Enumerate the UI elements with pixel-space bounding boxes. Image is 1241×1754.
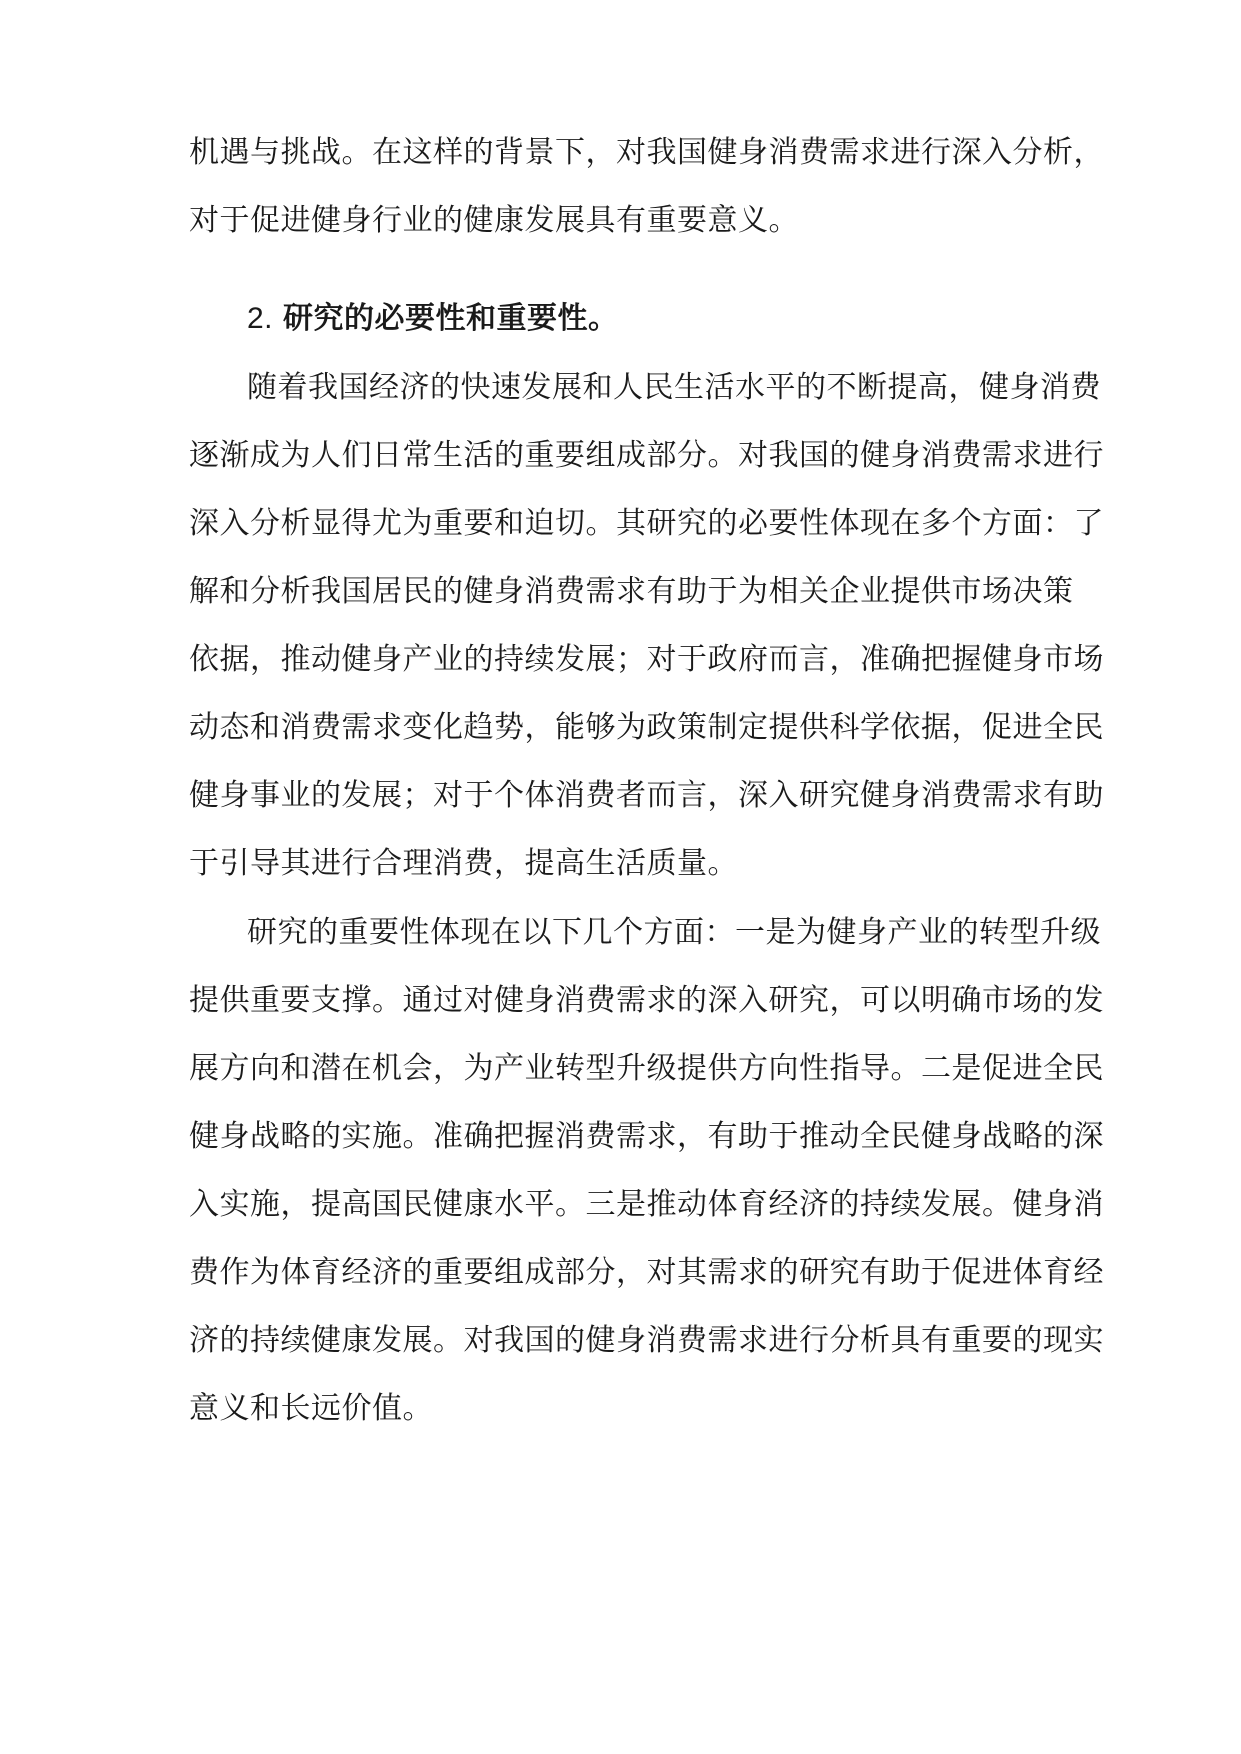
paragraph1-line-6: 动态和消费需求变化趋势，能够为政策制定提供科学依据，促进全民: [189, 710, 1104, 745]
paragraph2-line-5: 入实施，提高国民健康水平。三是推动体育经济的持续发展。健身消: [189, 1187, 1104, 1222]
paragraph2-line-4: 健身战略的实施。准确把握消费需求，有助于推动全民健身战略的深: [189, 1119, 1104, 1154]
paragraph2-line-6: 费作为体育经济的重要组成部分，对其需求的研究有助于促进体育经: [189, 1255, 1104, 1290]
section-title: 研究的必要性和重要性。: [283, 301, 619, 336]
paragraph1-line-1: 随着我国经济的快速发展和人民生活水平的不断提高，健身消费: [247, 370, 1101, 405]
paragraph1-line-7: 健身事业的发展；对于个体消费者而言，深入研究健身消费需求有助: [189, 778, 1104, 813]
section-heading: [247, 299, 1127, 339]
paragraph2-line-2: 提供重要支撑。通过对健身消费需求的深入研究，可以明确市场的发: [189, 983, 1104, 1018]
paragraph1-line-3: 深入分析显得尤为重要和迫切。其研究的必要性体现在多个方面：了: [189, 506, 1104, 541]
paragraph2-line-8: 意义和长远价值。: [189, 1391, 433, 1426]
intro-line-1: 机遇与挑战。在这样的背景下，对我国健身消费需求进行深入分析，: [189, 135, 1104, 170]
paragraph2-line-7: 济的持续健康发展。对我国的健身消费需求进行分析具有重要的现实: [189, 1323, 1104, 1358]
paragraph1-line-4: 解和分析我国居民的健身消费需求有助于为相关企业提供市场决策: [189, 574, 1074, 609]
intro-line-2: 对于促进健身行业的健康发展具有重要意义。: [189, 203, 799, 238]
paragraph2-line-1: 研究的重要性体现在以下几个方面：一是为健身产业的转型升级: [247, 915, 1101, 950]
paragraph1-line-5: 依据，推动健身产业的持续发展；对于政府而言，准确把握健身市场: [189, 642, 1104, 677]
paragraph1-line-2: 逐渐成为人们日常生活的重要组成部分。对我国的健身消费需求进行: [189, 438, 1104, 473]
paragraph1-line-8: 于引导其进行合理消费，提高生活质量。: [189, 846, 738, 881]
paragraph2-line-3: 展方向和潜在机会，为产业转型升级提供方向性指导。二是促进全民: [189, 1051, 1104, 1086]
section-number: 2.: [247, 302, 274, 335]
